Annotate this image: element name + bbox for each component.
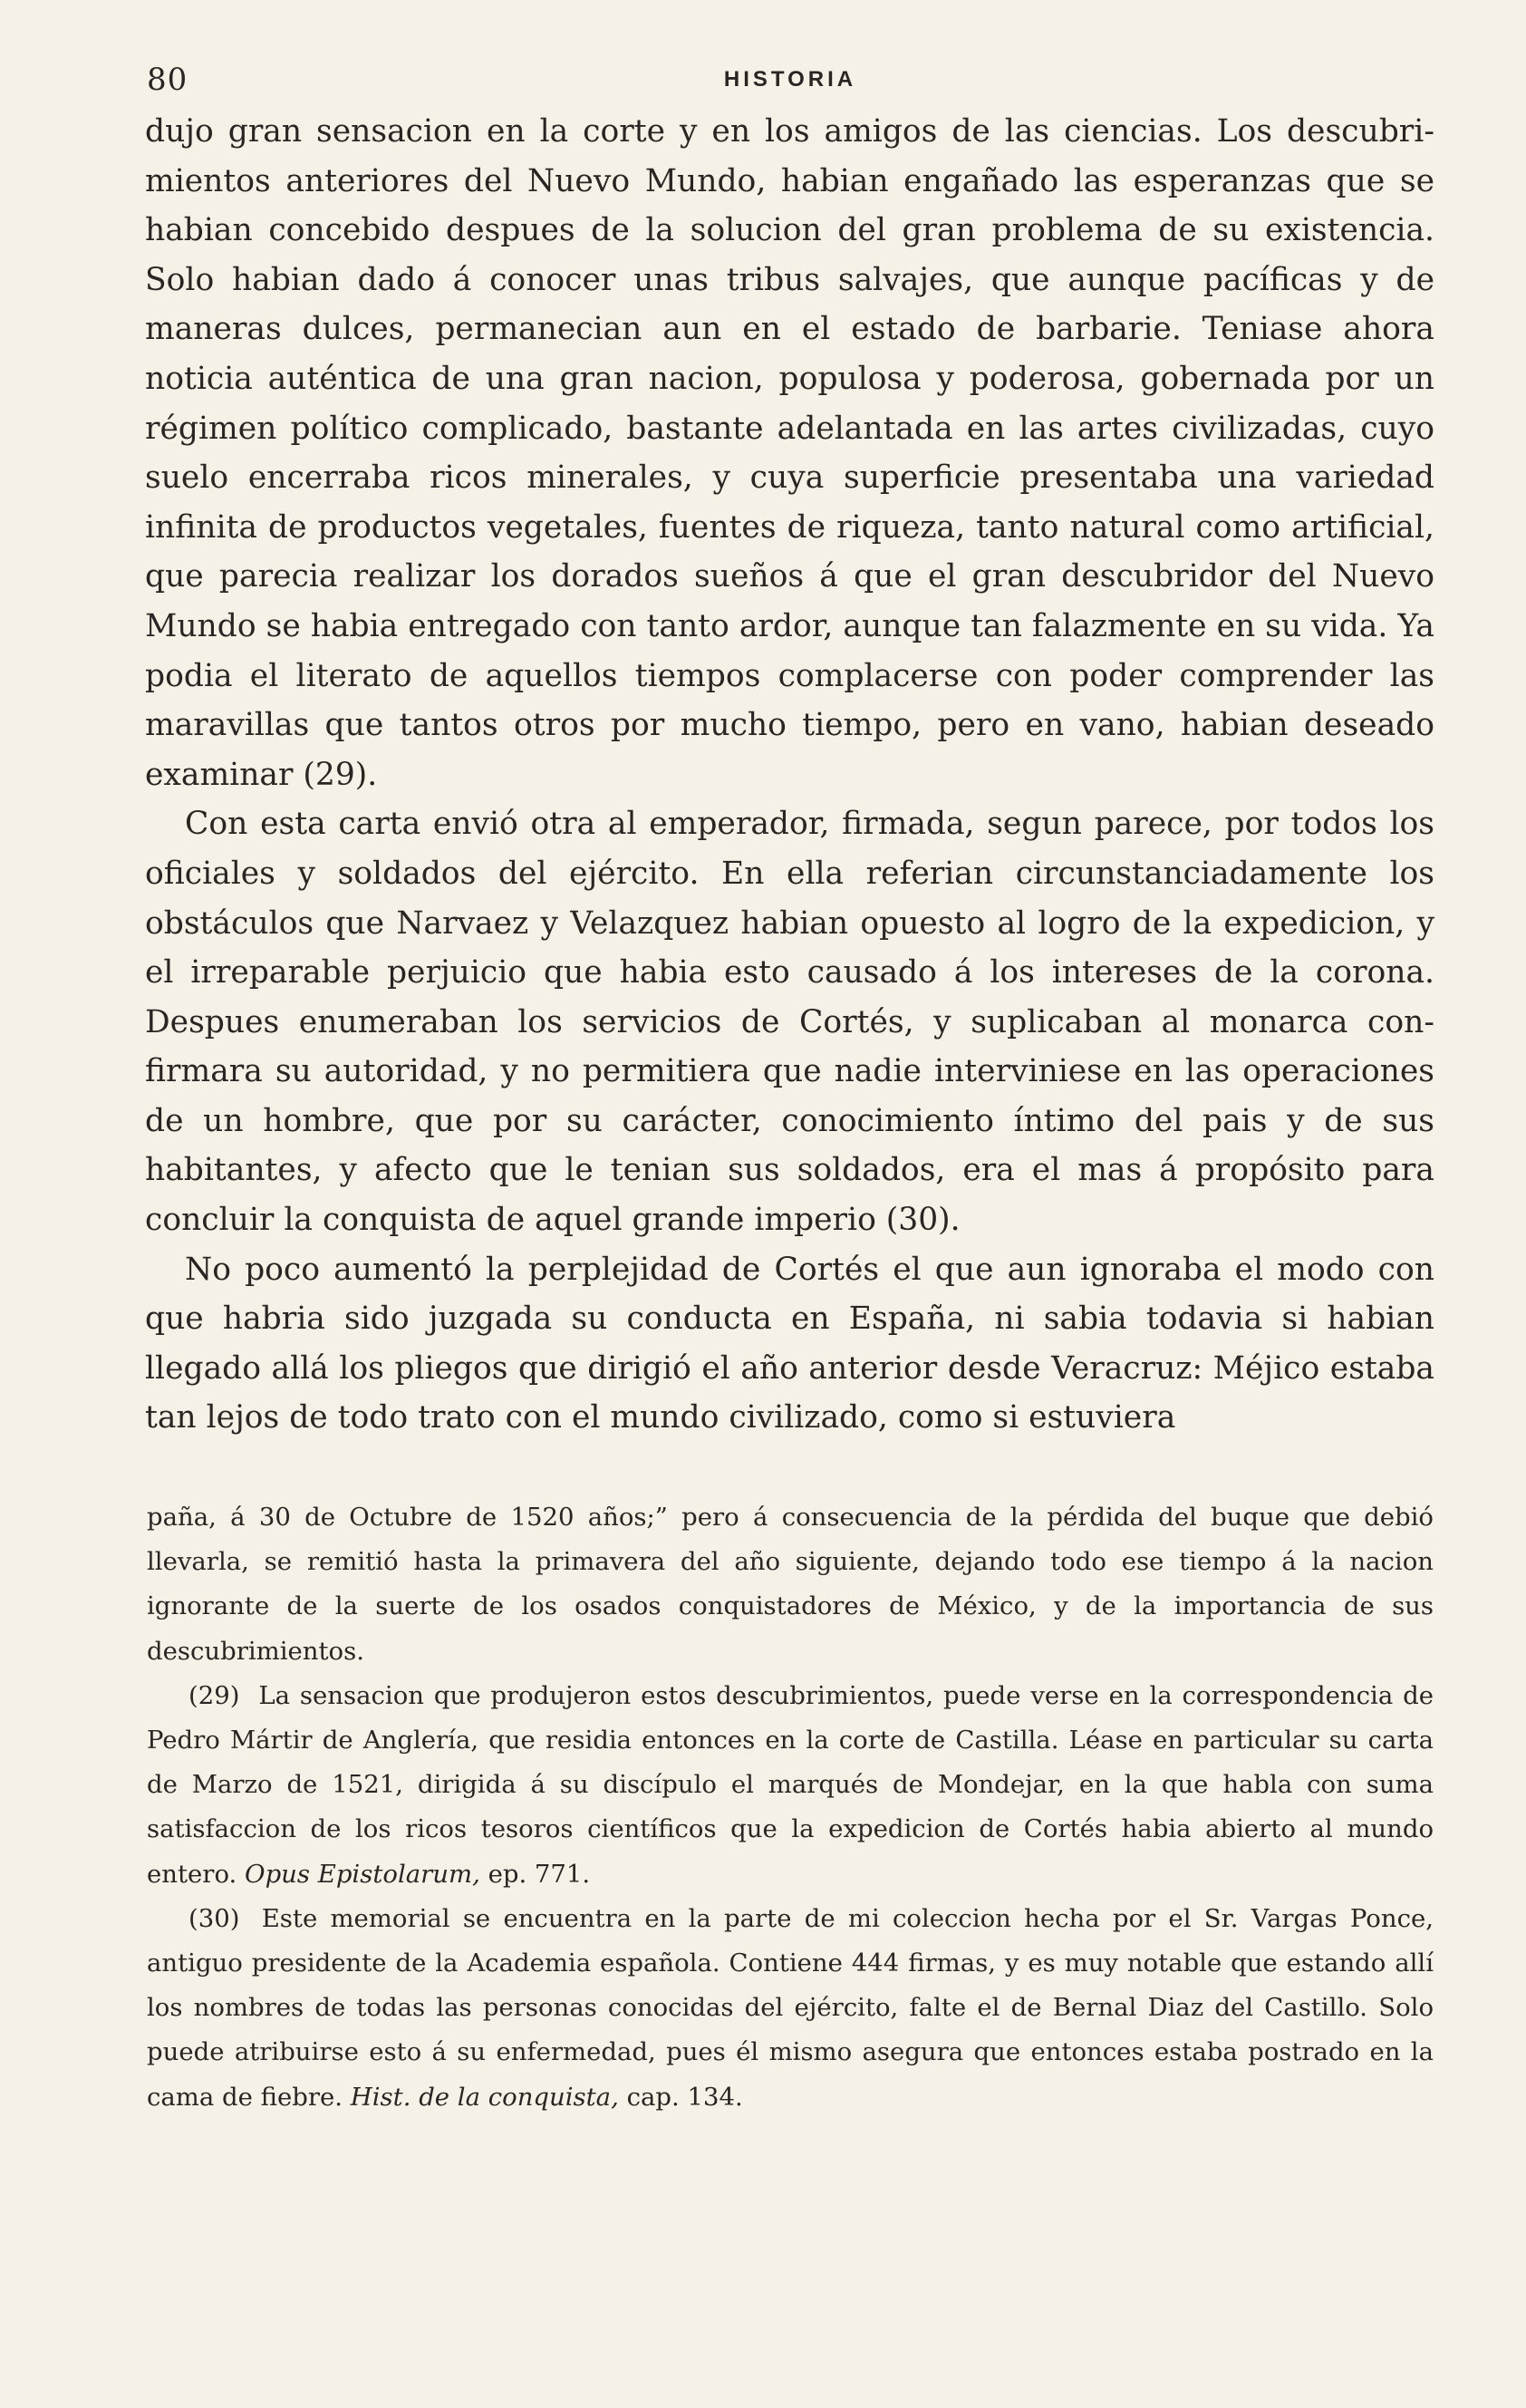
footnote-30 (147, 1897, 1434, 2120)
footnote-29-reference: ep. 771. (488, 1859, 591, 1889)
footnote-29 (147, 1674, 1434, 1897)
page-number: 80 (147, 62, 188, 98)
footnote-30-number: (30) (188, 1903, 240, 1933)
body-paragraph-2: Con esta carta envió otra al emperador, firmada, segun parece, por todos los oficiales y soldados del ejército. En ella referian circunstanciadamente los obstáculos que Narvaez y Velazquez habian opuesto al logro de la expedicion, y el irreparable perjuicio que habia esto causado á los intereses de la corona. Despues enumeraban los servicios de Cortés, y suplicaban al monarca confirmara su autoridad, y no permitiera que nadie interviniese en las operaciones de un hombre, que por su carácter, conocimiento íntimo del pais y de sus habitantes, y afecto que le tenian sus soldados, era el mas á propósito para concluir la conquista de aquel grande imperio (30). (145, 806, 1434, 1239)
footnote-30-text: Este memorial se encuentra en la parte de mi coleccion hecha por el Sr. Vargas Ponce, antiguo presidente de la Academia española. Contiene 444 firmas, y es muy notable que estando allí los nombres de todas las personas conocidas del ejército, falte el de Bernal Diaz del Castillo. Solo puede atribuirse esto á su enfermedad, pues él mismo asegura que entonces estaba postrado en la cama de fiebre. (147, 1903, 1434, 2112)
footnote-29-number: (29) (188, 1680, 240, 1710)
footnotes (147, 1495, 1434, 2120)
footnote-29-text: La sensacion que produjeron estos descubrimientos, puede verse en la correspondencia de Pedro Mártir de Anglería, que residia entonces en la corte de Castilla. Léase en particular su carta de Marzo de 1521, dirigida á su discípulo el marqués de Mondejar, en la que habla con suma satisfaccion de los ricos tesoros científicos que la expedicion de Cortés habia abierto al mundo entero. (147, 1680, 1434, 1889)
body-text (145, 107, 1434, 1443)
running-head: HISTORIA (723, 67, 857, 92)
footnote-30-reference: cap. 134. (626, 2082, 743, 2112)
body-paragraph-1: dujo gran sensacion en la corte y en los amigos de las ciencias. Los descubrimientos anteriores del Nuevo Mundo, habian engañado las esperanzas que se habian concebido despues de la solucion del gran problema de su existencia. Solo habian dado á conocer unas tribus salvajes, que aunque pacíficas y de maneras dulces, permanecian aun en el estado de barbarie. Teniase ahora noticia auténtica de una gran nacion, populosa y poderosa, gobernada por un régimen político complicado, bastante adelantada en las artes civilizadas, cuyo suelo encerraba ricos minerales, y cuya superficie presentaba una variedad infinita de productos vegetales, fuentes de riqueza, tanto natural como artificial, que parecia realizar los dorados sueños á que el gran descubridor del Nuevo Mundo se habia entregado con tanto ardor, aunque tan falazmente en su vida. Ya podia el literato de aquellos tiempos complacerse con poder comprender las maravillas que tantos otros por mucho tiempo, pero en vano, habian deseado examinar (29). (145, 113, 1434, 793)
footnote-continuation: paña, á 30 de Octubre de 1520 años;” pero á consecuencia de la pérdida del buque que debió llevarla, se remitió hasta la primavera del año siguiente, dejando todo ese tiempo á la nacion ignorante de la suerte de los osados conquistadores de México, y de la importancia de sus descubrimientos. (147, 1503, 1434, 1666)
footnote-30-citation: Hist. de la conquista, (350, 2082, 619, 2112)
footnote-29-citation: Opus Epistolarum, (245, 1859, 480, 1889)
page-header (147, 62, 1434, 107)
body-paragraph-3: No poco aumentó la perplejidad de Cortés el que aun ignoraba el modo con que habria sido juzgada su conducta en España, ni sabia todavia si habian llegado allá los pliegos que dirigió el año anterior desde Veracruz: Méjico estaba tan lejos de todo trato con el mundo civilizado, como si estuviera (145, 1251, 1434, 1436)
